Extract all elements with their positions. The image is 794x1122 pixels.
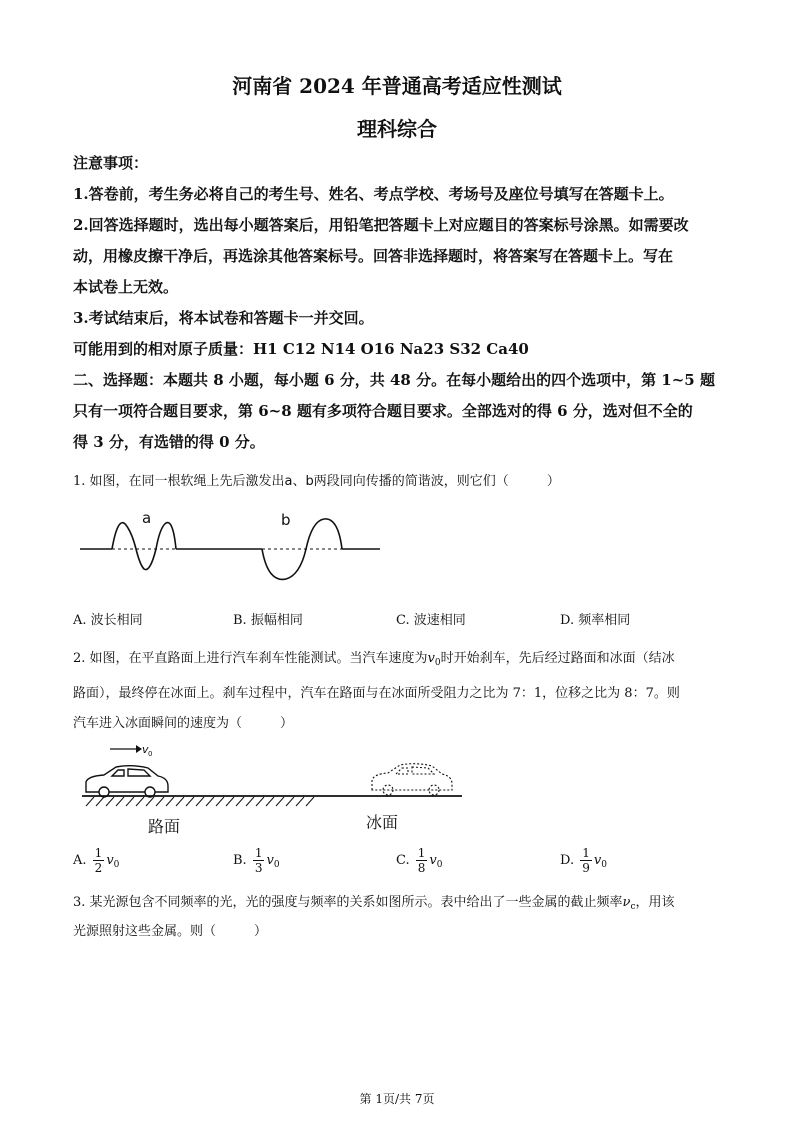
velocity-label: v xyxy=(142,743,149,756)
svg-text:0: 0 xyxy=(148,750,153,758)
notice-item-2-line-2: 动，用橡皮擦干净后，再选涂其他答案标号。回答非选择题时，将答案写在答题卡上。写在 xyxy=(73,247,674,265)
section-line-3: 得 3 分，有选错的得 0 分。 xyxy=(73,433,265,451)
ice-label: 冰面 xyxy=(366,813,399,832)
q1-option-d[interactable]: D. 频率相同 xyxy=(560,613,631,628)
notice-item-2-line-3: 本试卷上无效。 xyxy=(73,278,179,296)
wave-a xyxy=(112,523,176,570)
wave-b-label: b xyxy=(281,511,291,529)
page-title: 河南省 2024 年普通高考适应性测试 xyxy=(232,74,562,98)
atomic-mass-line: 可能用到的相对原子质量：H1 C12 N14 O16 Na23 S32 Ca40 xyxy=(73,340,529,358)
notice-heading: 注意事项： xyxy=(73,154,149,172)
velocity-arrow xyxy=(110,743,152,758)
q1-var-b: b xyxy=(305,474,314,489)
car-solid-icon xyxy=(86,766,168,797)
q1-wave-figure xyxy=(76,505,386,587)
road-hatching xyxy=(86,797,314,806)
q1-option-b[interactable]: B. 振幅相同 xyxy=(233,613,303,628)
notice-item-3: 3.考试结束后，将本试卷和答题卡一并交回。 xyxy=(73,309,374,327)
car-dashed-icon xyxy=(372,764,452,795)
q2-option-b[interactable]: B. $\frac{1}{3}$ $v_0$ xyxy=(233,846,280,875)
q2-option-a[interactable]: A. $\frac{1}{2}$ $v_0$ xyxy=(73,846,120,875)
q2-option-d[interactable]: D. $\frac{1}{9}$ $v_0$ xyxy=(560,846,607,875)
q1-var-a: a xyxy=(284,474,293,489)
q3-line-2: 光源照射这些金属。则（ ） xyxy=(73,924,268,939)
section-line-2: 只有一项符合题目要求，第 6~8 题有多项符合题目要求。全部选对的得 6 分，选对但不全的 xyxy=(73,402,693,420)
notice-item-1: 1.答卷前，考生务必将自己的考生号、姓名、考点学校、考场号及座位号填写在答题卡上。 xyxy=(73,185,674,203)
q1-option-c[interactable]: C. 波速相同 xyxy=(396,613,466,628)
wave-a-label: a xyxy=(142,509,152,527)
q3-line-1: 3. 某光源包含不同频率的光，光的强度与频率的关系如图所示。表中给出了一些金属的截止频率$\nu_c$，用该 xyxy=(73,895,675,912)
q2-line-2: 路面），最终停在冰面上。刹车过程中，汽车在路面与在冰面所受阻力之比为 7：1，位移之比为 8：7。则 xyxy=(73,686,680,701)
q2-car-figure xyxy=(76,740,468,840)
v0-symbol: $v_0$ xyxy=(427,651,441,668)
q2-line-3: 汽车进入冰面瞬间的速度为（ ） xyxy=(73,716,294,731)
section-line-1: 二、选择题：本题共 8 小题，每小题 6 分，共 48 分。在每小题给出的四个选项中，第 1~5 题 xyxy=(73,371,715,389)
nu-c-symbol: $\nu_c$ xyxy=(622,895,636,912)
q2-option-c[interactable]: C. $\frac{1}{8}$ $v_0$ xyxy=(396,846,443,875)
q2-line-1: 2. 如图，在平直路面上进行汽车刹车性能测试。当汽车速度为$v_0$时开始刹车，先后经过路面和冰面（结冰 xyxy=(73,651,675,668)
page-footer: 第 1页/共 7页 xyxy=(359,1092,435,1106)
notice-item-2-line-1: 2.回答选择题时，选出每小题答案后，用铅笔把答题卡上对应题目的答案标号涂黑。如需要改 xyxy=(73,216,689,234)
road-label: 路面 xyxy=(148,817,181,836)
q1-stem: 1. 如图，在同一根软绳上先后激发出a、b两段同向传播的简谐波，则它们（ ） xyxy=(73,474,560,489)
page-subtitle: 理科综合 xyxy=(357,117,437,141)
q1-option-a[interactable]: A. 波长相同 xyxy=(73,613,143,628)
